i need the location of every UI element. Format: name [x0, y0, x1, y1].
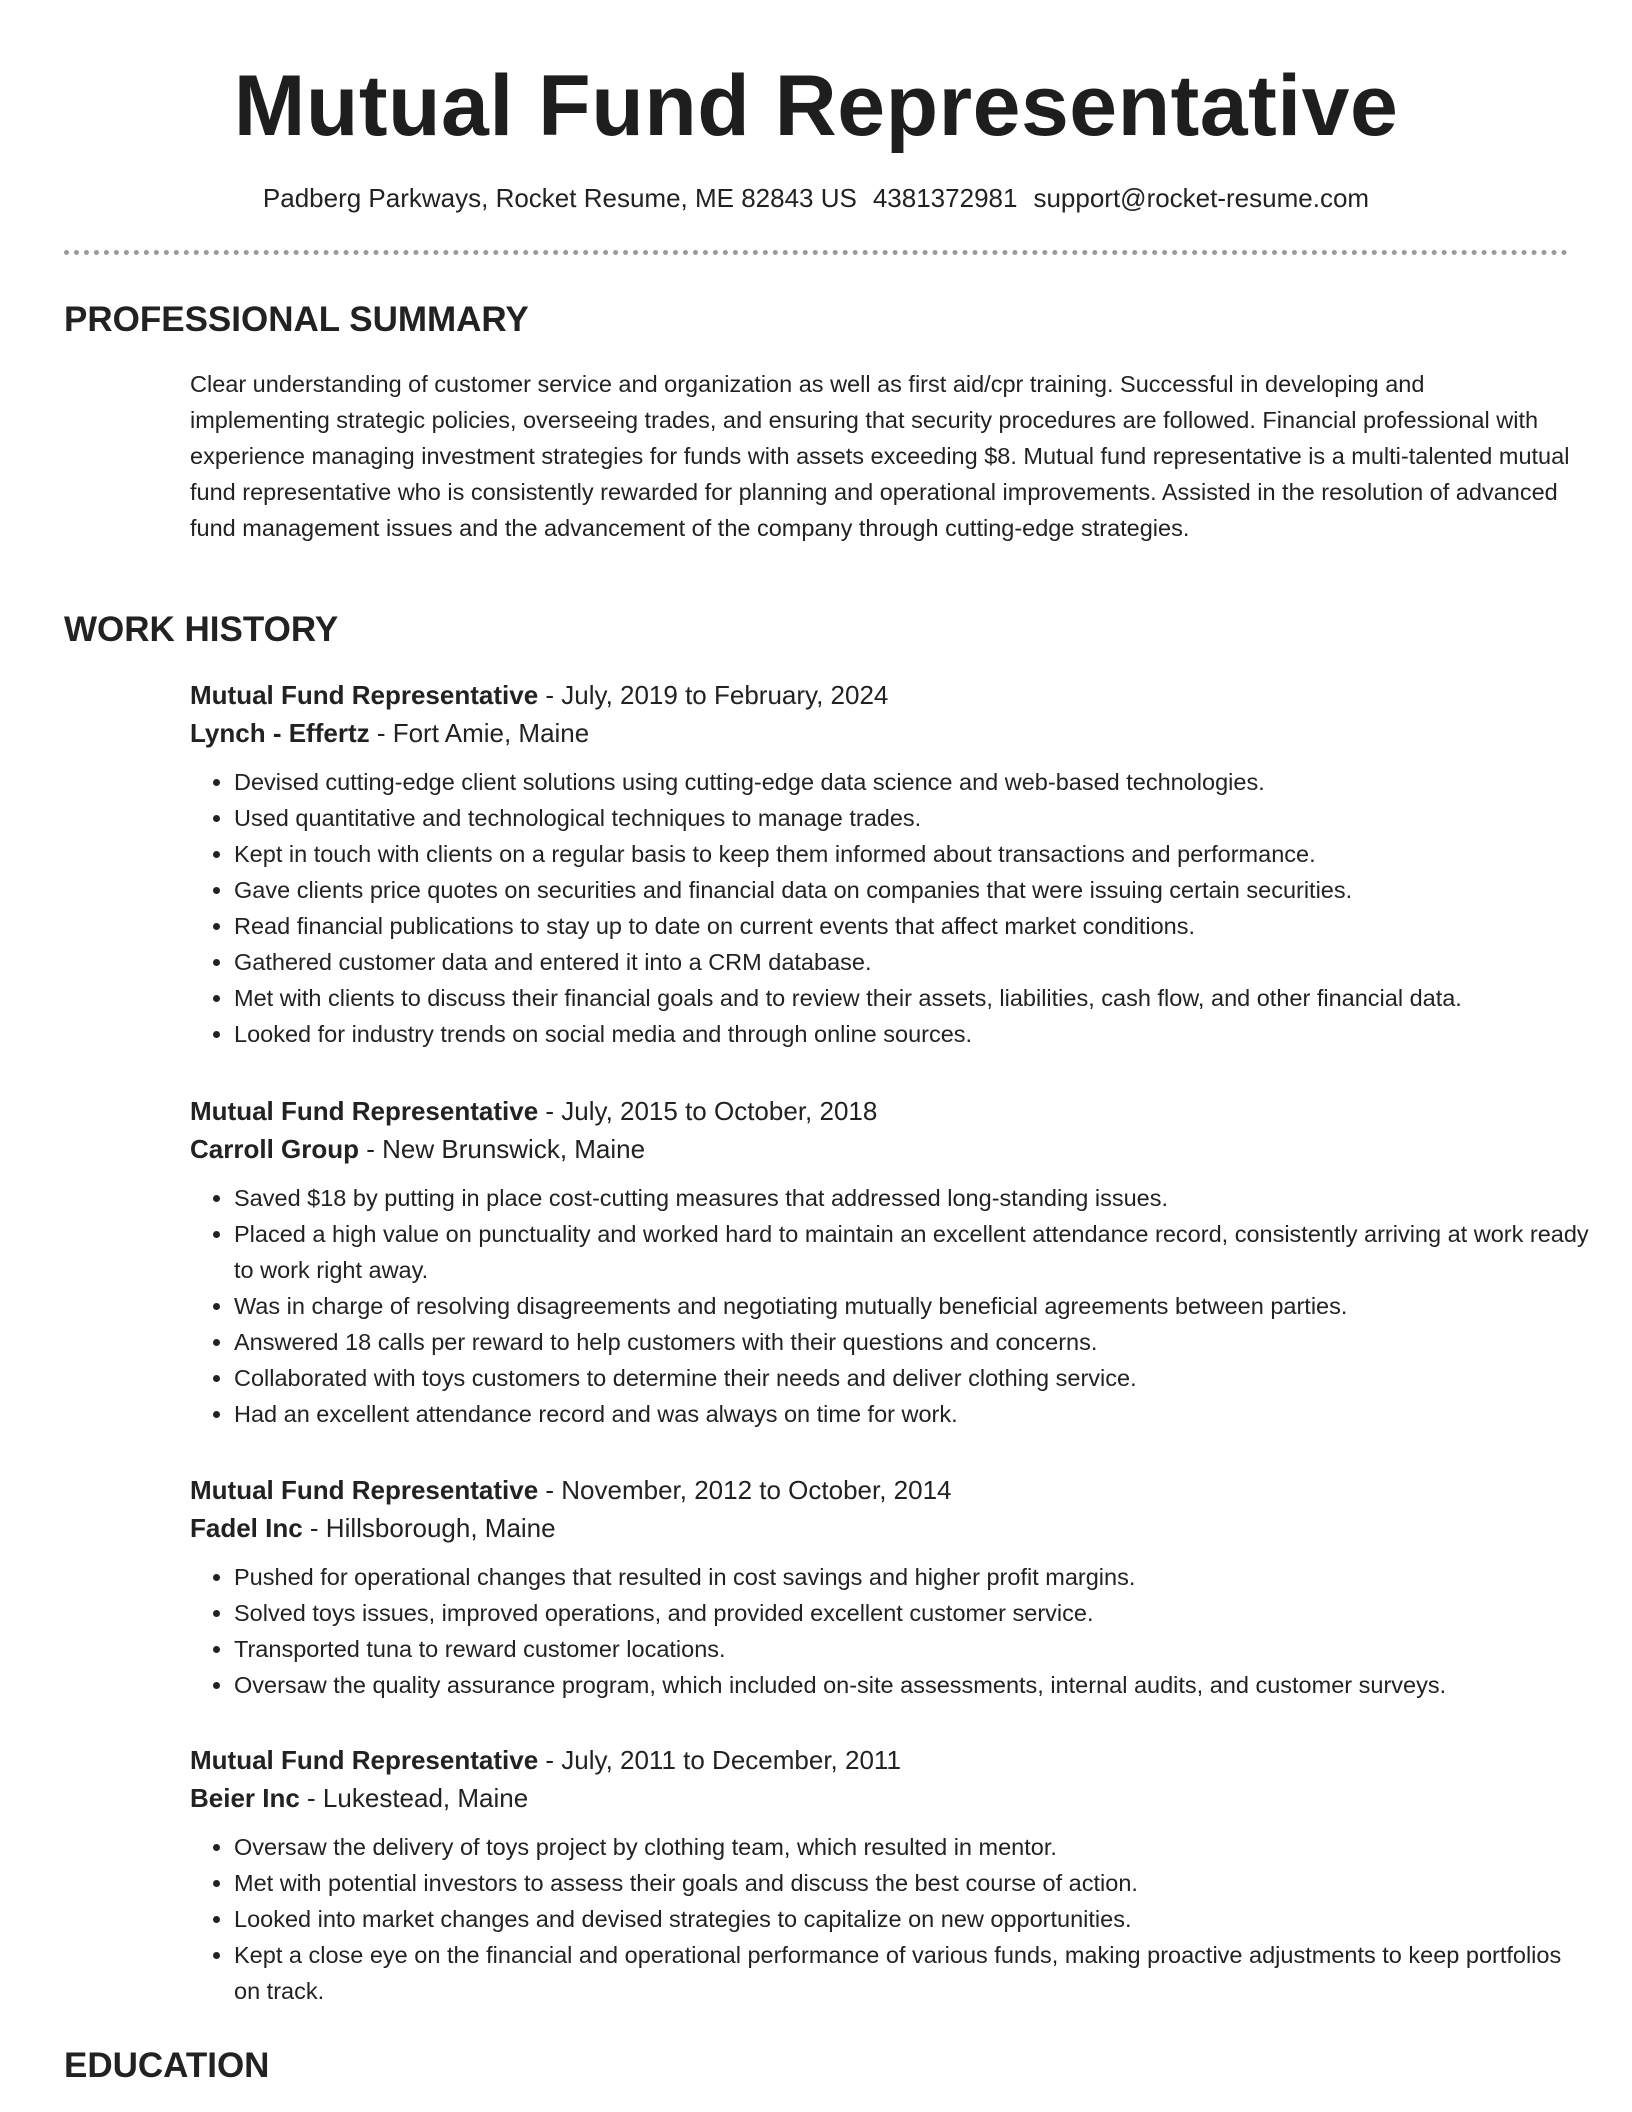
job-dates: - July, 2015 to October, 2018 — [538, 1096, 878, 1126]
job-bullet: • Placed a high value on punctuality and worked hard to maintain an excellent attendance record, consistently arriving at work ready to work right away. — [234, 1216, 1590, 1288]
job-title-line — [190, 1741, 1590, 1779]
job-bullets — [190, 1829, 1590, 2009]
job-bullets — [190, 764, 1590, 1052]
job-bullet: • Solved toys issues, improved operations, and provided excellent customer service. — [234, 1595, 1590, 1631]
job-entry — [190, 1092, 1590, 1432]
job-bullet: • Pushed for operational changes that resulted in cost savings and higher profit margins. — [234, 1559, 1590, 1595]
job-dates: - November, 2012 to October, 2014 — [538, 1475, 952, 1505]
job-role: Mutual Fund Representative — [190, 680, 539, 710]
job-company-line — [190, 714, 1590, 752]
job-bullet: • Used quantitative and technological techniques to manage trades. — [234, 800, 1590, 836]
contact-email: support@rocket-resume.com — [1033, 183, 1370, 213]
job-bullet: • Looked into market changes and devised strategies to capitalize on new opportunities. — [234, 1901, 1590, 1937]
header-divider — [64, 250, 1568, 255]
job-title-line — [190, 1471, 1590, 1509]
job-location: - Fort Amie, Maine — [369, 718, 590, 748]
job-bullet: • Met with potential investors to assess their goals and discuss the best course of action. — [234, 1865, 1590, 1901]
job-title-line — [190, 1092, 1590, 1130]
job-bullet: • Gave clients price quotes on securities and financial data on companies that were issuing certain securities. — [234, 872, 1590, 908]
summary-heading: PROFESSIONAL SUMMARY — [64, 300, 529, 339]
job-bullets — [190, 1180, 1590, 1432]
job-company: Lynch - Effertz — [190, 718, 370, 748]
job-bullet: • Looked for industry trends on social media and through online sources. — [234, 1016, 1590, 1052]
job-role: Mutual Fund Representative — [190, 1096, 539, 1126]
education-heading: EDUCATION — [64, 2046, 270, 2085]
job-bullet: • Kept in touch with clients on a regular basis to keep them informed about transactions and performance. — [234, 836, 1590, 872]
job-bullet: • Oversaw the quality assurance program, which included on-site assessments, internal audits, and customer surveys. — [234, 1667, 1590, 1703]
job-bullets — [190, 1559, 1590, 1703]
work-history-heading: WORK HISTORY — [64, 610, 339, 649]
job-location: - Lukestead, Maine — [299, 1783, 529, 1813]
job-company: Carroll Group — [190, 1134, 360, 1164]
job-bullet: • Oversaw the delivery of toys project by clothing team, which resulted in mentor. — [234, 1829, 1590, 1865]
job-company-line — [190, 1130, 1590, 1168]
job-entry — [190, 1741, 1590, 2009]
contact-phone: 4381372981 — [872, 183, 1018, 213]
job-bullet: • Kept a close eye on the financial and operational performance of various funds, making proactive adjustments to keep portfolios on track. — [234, 1937, 1590, 2009]
contact-line — [0, 180, 1632, 216]
job-entry — [190, 676, 1590, 1052]
job-title-line — [190, 676, 1590, 714]
job-bullet: • Met with clients to discuss their financial goals and to review their assets, liabilities, cash flow, and other financial data. — [234, 980, 1590, 1016]
job-bullet: • Devised cutting-edge client solutions using cutting-edge data science and web-based technologies. — [234, 764, 1590, 800]
job-company-line — [190, 1779, 1590, 1817]
job-location: - New Brunswick, Maine — [359, 1134, 646, 1164]
resume-name: Mutual Fund Representative — [233, 58, 1399, 154]
job-company: Beier Inc — [190, 1783, 300, 1813]
job-bullet: • Had an excellent attendance record and was always on time for work. — [234, 1396, 1590, 1432]
job-bullet: • Was in charge of resolving disagreements and negotiating mutually beneficial agreements between parties. — [234, 1288, 1590, 1324]
job-location: - Hillsborough, Maine — [302, 1513, 556, 1543]
job-dates: - July, 2019 to February, 2024 — [538, 680, 889, 710]
job-entry — [190, 1471, 1590, 1703]
summary-text: Clear understanding of customer service and organization as well as first aid/cpr training. Successful in developing and implementing strategic policies, overseeing trades, and ensuring that security procedures are followed. Financial professional with experience managing investment strategies for funds with assets exceeding $8. Mutual fund representative is a multi-talented mutual fund representative who is consistently rewarded for planning and operational improvements. Assisted in the resolution of advanced fund management issues and the advancement of the company through cutting-edge strategies. — [190, 371, 1570, 541]
job-bullet: • Collaborated with toys customers to determine their needs and deliver clothing service. — [234, 1360, 1590, 1396]
job-bullet: • Answered 18 calls per reward to help customers with their questions and concerns. — [234, 1324, 1590, 1360]
job-company: Fadel Inc — [190, 1513, 303, 1543]
job-company-line — [190, 1509, 1590, 1547]
job-bullet: • Transported tuna to reward customer locations. — [234, 1631, 1590, 1667]
job-role: Mutual Fund Representative — [190, 1475, 539, 1505]
contact-address: Padberg Parkways, Rocket Resume, ME 82843 US — [262, 183, 857, 213]
job-bullet: • Read financial publications to stay up to date on current events that affect market conditions. — [234, 908, 1590, 944]
job-role: Mutual Fund Representative — [190, 1745, 539, 1775]
job-dates: - July, 2011 to December, 2011 — [538, 1745, 901, 1775]
job-bullet: • Gathered customer data and entered it into a CRM database. — [234, 944, 1590, 980]
job-bullet: • Saved $18 by putting in place cost-cutting measures that addressed long-standing issues. — [234, 1180, 1590, 1216]
